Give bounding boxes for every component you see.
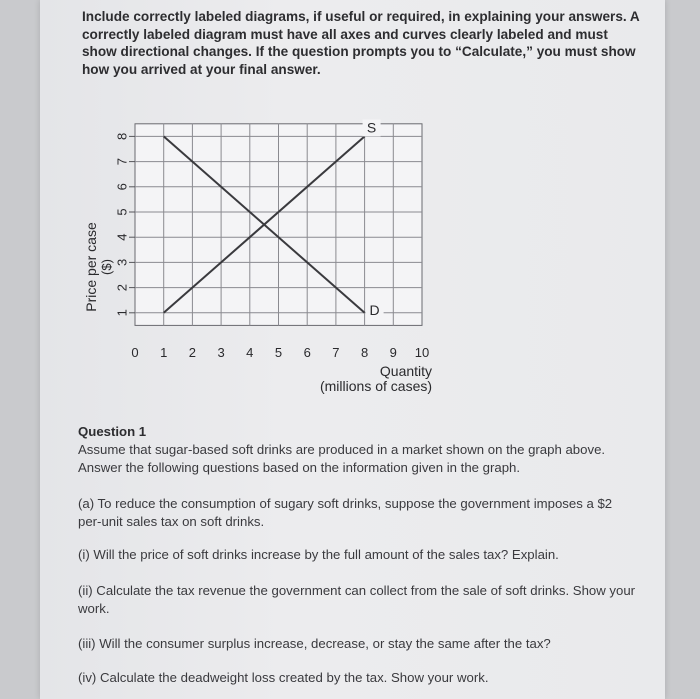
supply-label: S [366,119,377,136]
y-tick-label: 5 [114,208,130,216]
x-tick-label: 7 [332,345,340,360]
graph-grid [135,124,422,326]
x-tick-label: 4 [246,345,254,360]
y-tick-label: 1 [114,309,130,317]
y-axis-ticks [115,133,136,317]
x-tick-label: 10 [414,345,430,360]
y-axis-unit: ($) [99,259,114,275]
y-tick-label: 4 [114,233,130,241]
y-axis-label: Price per case [83,222,99,312]
x-axis-ticks [131,345,429,360]
question-intro: Assume that sugar-based soft drinks are produced in a market shown on the graph above. Answer the following questions based on the information given in the graph. [78,442,606,475]
y-tick-label: 2 [114,283,130,292]
x-axis-label: Quantity [379,363,433,379]
x-tick-label: 2 [188,345,197,360]
y-tick-label: 8 [114,132,130,141]
question-part-ii: (ii) Calculate the tax revenue the government can collect from the sale of soft drinks. Show your work. [78,583,636,616]
x-tick-label: 1 [160,345,168,360]
x-tick-label: 8 [360,345,369,360]
x-axis-unit: (millions of cases) [319,378,433,394]
x-tick-label: 9 [389,345,397,360]
y-tick-label: 6 [114,183,130,191]
question-part-iv: (iv) Calculate the deadweight loss created by the tax. Show your work. [78,670,489,685]
question-part-i: (i) Will the price of soft drinks increase by the full amount of the sales tax? Explain. [78,547,559,562]
x-tick-label: 3 [217,345,225,360]
instructions-text: Include correctly labeled diagrams, if useful or required, in explaining your answers. A correctly labeled diagram must have all axes and curves clearly labeled and must show directional changes. If the question prompts you to “Calculate,” you must show how you arrived at your final answer. [82,9,640,77]
supply-demand-graph [80,95,460,400]
x-tick-label: 6 [303,345,311,360]
x-tick-label: 0 [131,345,139,360]
y-tick-label: 3 [114,258,130,267]
question-title: Question 1 [78,424,147,439]
y-tick-label: 7 [114,157,130,166]
demand-label: D [369,301,380,318]
question-part-a: (a) To reduce the consumption of sugary soft drinks, suppose the government imposes a $2 per-unit sales tax on soft drinks. [78,496,613,529]
x-tick-label: 5 [274,345,283,360]
question-part-iii: (iii) Will the consumer surplus increase, decrease, or stay the same after the tax? [78,636,551,651]
